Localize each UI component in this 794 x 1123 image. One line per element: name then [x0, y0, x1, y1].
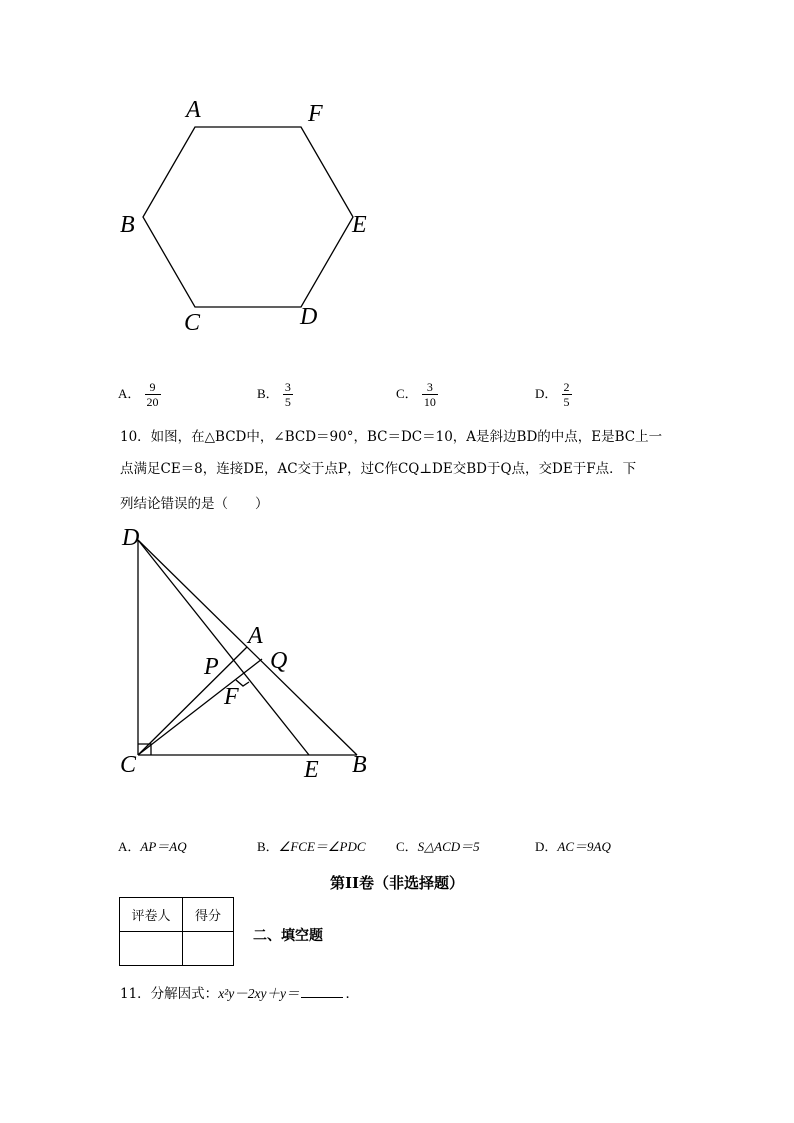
fraction-denominator: 20 — [146, 395, 159, 409]
score-table-cell-score — [183, 932, 234, 966]
option-letter: D． — [535, 839, 558, 854]
option-letter: A． — [118, 839, 141, 854]
fraction-numerator: 2 — [563, 380, 570, 394]
q9-option-d — [535, 380, 572, 409]
fraction-denominator: 5 — [284, 395, 291, 409]
option-letter: B． — [257, 839, 279, 854]
tri-label-b: B — [352, 752, 367, 778]
q9-option-a — [118, 380, 161, 409]
q11-answer-blank[interactable] — [301, 997, 343, 998]
option-text: S△ACD＝5 — [417, 839, 480, 854]
option-text: AC＝9AQ — [557, 839, 611, 854]
q9-option-c — [396, 380, 438, 409]
option-text: ∠FCE＝∠PDC — [278, 839, 366, 854]
q11-expression: x²y－2xy＋y＝ — [218, 986, 300, 1001]
q10-option-b — [257, 836, 366, 855]
q10-line-2: 点满足CE＝8，连接DE，AC交于点P，过C作CQ⊥DE交BD于Q点，交DE于F点．下 — [120, 461, 637, 477]
segment-cq — [138, 659, 262, 755]
tri-label-f: F — [224, 684, 239, 710]
option-letter: D． — [535, 386, 558, 401]
q10-option-a — [118, 836, 187, 855]
option-letter: B． — [257, 386, 279, 401]
hexagon-shape — [143, 127, 353, 307]
option-letter: C． — [396, 839, 418, 854]
q11-suffix: ． — [345, 986, 359, 1002]
option-letter: C． — [396, 386, 418, 401]
score-table — [119, 897, 234, 966]
q10-line-3: 列结论错误的是（ ） — [120, 496, 269, 512]
q10-option-c — [396, 836, 480, 855]
fraction-denominator: 5 — [563, 395, 570, 409]
q11-prefix: 11．分解因式： — [120, 986, 219, 1002]
hex-label-c: C — [184, 310, 201, 336]
q9-option-b — [257, 380, 293, 409]
score-table-header-score: 得分 — [183, 898, 234, 932]
tri-label-p: P — [204, 654, 219, 680]
tri-label-a: A — [248, 623, 263, 649]
q11-line — [120, 982, 359, 1002]
score-table-cell-reviewer — [120, 932, 183, 966]
tri-label-d: D — [122, 525, 140, 551]
tri-label-q: Q — [270, 648, 288, 674]
tri-label-c: C — [120, 752, 137, 778]
section-title: 第II卷（非选择题） — [329, 874, 465, 892]
option-letter: A． — [118, 386, 141, 401]
hex-label-a: A — [186, 97, 201, 123]
hex-label-f: F — [308, 101, 323, 127]
triangle-figure — [0, 520, 794, 790]
fraction-denominator: 10 — [423, 395, 436, 409]
option-text: AP＝AQ — [140, 839, 187, 854]
part2-title: 二、填空题 — [253, 928, 323, 944]
fraction-numerator: 9 — [145, 380, 161, 395]
tri-label-e: E — [304, 757, 319, 783]
q10-line-1: 10．如图，在△BCD中，∠BCD＝90°，BC＝DC＝10，A是斜边BD的中点，E是BC上一 — [120, 429, 663, 445]
fraction-numerator: 3 — [422, 380, 438, 395]
fraction-numerator: 3 — [284, 380, 291, 394]
hex-label-d: D — [300, 304, 318, 330]
hexagon-figure — [0, 0, 794, 360]
q10-option-d — [535, 836, 611, 855]
score-table-header-reviewer: 评卷人 — [120, 898, 183, 932]
hex-label-e: E — [352, 212, 367, 238]
hex-label-b: B — [120, 212, 135, 238]
